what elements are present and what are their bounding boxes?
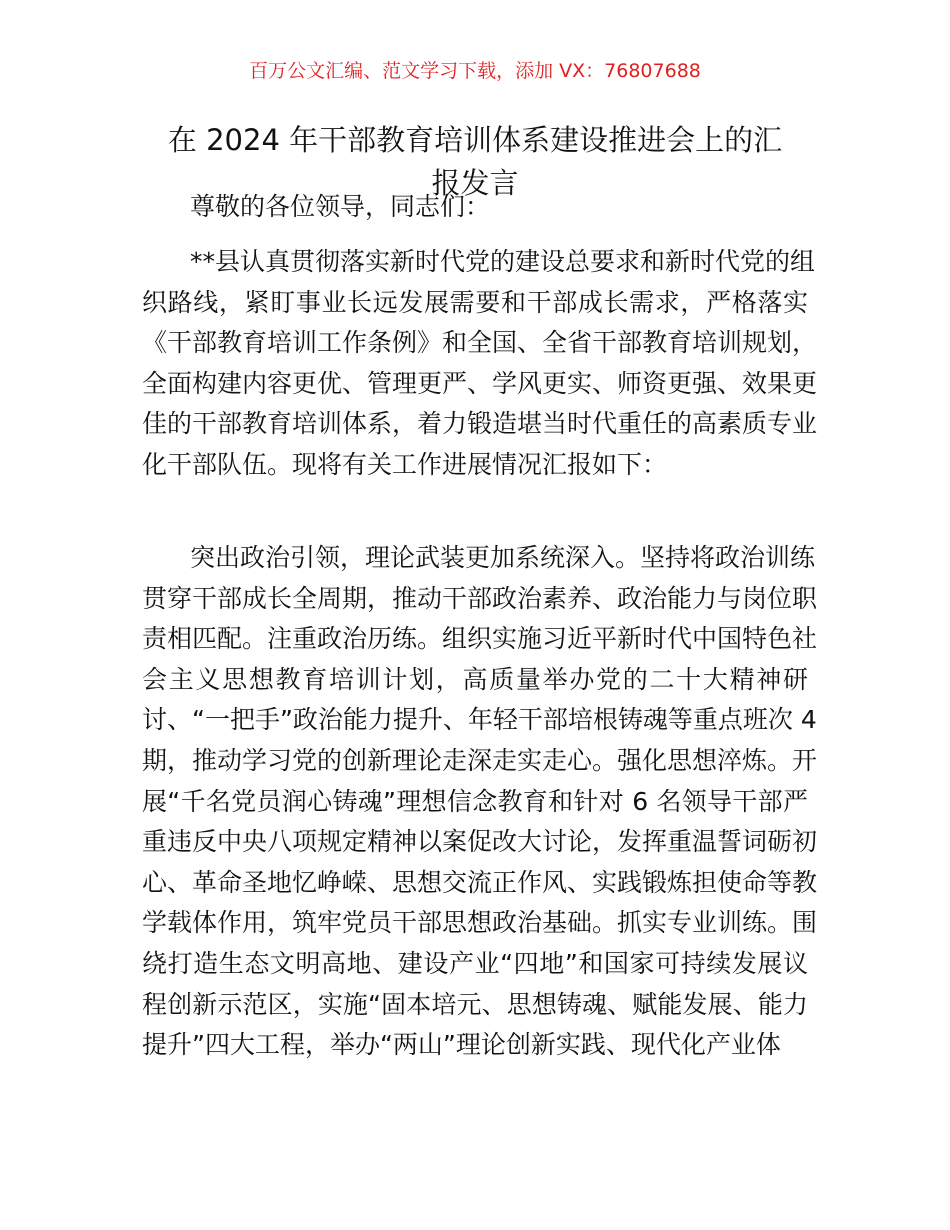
document-title-line-1: 在 2024 年干部教育培训体系建设推进会上的汇	[167, 123, 783, 157]
paragraph-2-line: 期，推动学习党的创新理论走深走实走心。强化思想淬炼。开	[142, 746, 818, 775]
document-title-line-2: 报发言	[431, 166, 519, 200]
salutation: 尊敬的各位领导，同志们：	[190, 192, 491, 221]
paragraph-1-line: 全面构建内容更优、管理更严、学风更实、师资更强、效果更	[142, 368, 818, 398]
paragraph-1-line: 佳的干部教育培训体系，着力锻造堪当时代重任的高素质专业	[142, 409, 818, 439]
paragraph-2-line: 提升”四大工程，举办“两山”理论创新实践、现代化产业体	[142, 1030, 781, 1060]
paragraph-2-line: 展“千名党员润心铸魂”理想信念教育和针对 6 名领导干部严	[142, 786, 808, 816]
paragraph-1-line: 《干部教育培训工作条例》和全国、全省干部教育培训规划，	[142, 328, 818, 358]
watermark-header: 百万公文汇编、范文学习下载，添加 VX：76807688	[249, 60, 701, 82]
paragraph-1-line: 织路线，紧盯事业长远发展需要和干部成长需求，严格落实	[142, 287, 808, 317]
paragraph-1-line: 化干部队伍。现将有关工作进展情况汇报如下：	[142, 450, 668, 479]
paragraph-2-line: 讨、“一把手”政治能力提升、年轻干部培根铸魂等重点班次 4	[142, 705, 817, 735]
paragraph-2-line: 责相匹配。注重政治历练。组织实施习近平新时代中国特色社	[142, 624, 818, 654]
paragraph-2-line: 心、革命圣地忆峥嵘、思想交流正作风、实践锻炼担使命等教	[142, 867, 818, 897]
paragraph-1-line: **县认真贯彻落实新时代党的建设总要求和新时代党的组	[190, 247, 816, 276]
paragraph-2-line: 重违反中央八项规定精神以案促改大讨论，发挥重温誓词砺初	[142, 827, 818, 857]
paragraph-2-line: 学载体作用，筑牢党员干部思想政治基础。抓实专业训练。围	[142, 908, 818, 938]
paragraph-2-line: 贯穿干部成长全周期，推动干部政治素养、政治能力与岗位职	[142, 583, 818, 613]
paragraph-2-line: 绕打造生态文明高地、建设产业“四地”和国家可持续发展议	[142, 949, 808, 978]
paragraph-2-line: 突出政治引领，理论武装更加系统深入。坚持将政治训练	[190, 543, 816, 572]
paragraph-2-line: 程创新示范区，实施“固本培元、思想铸魂、赋能发展、能力	[142, 989, 808, 1019]
paragraph-2-line: 会主义思想教育培训计划，高质量举办党的二十大精神研	[142, 664, 808, 694]
